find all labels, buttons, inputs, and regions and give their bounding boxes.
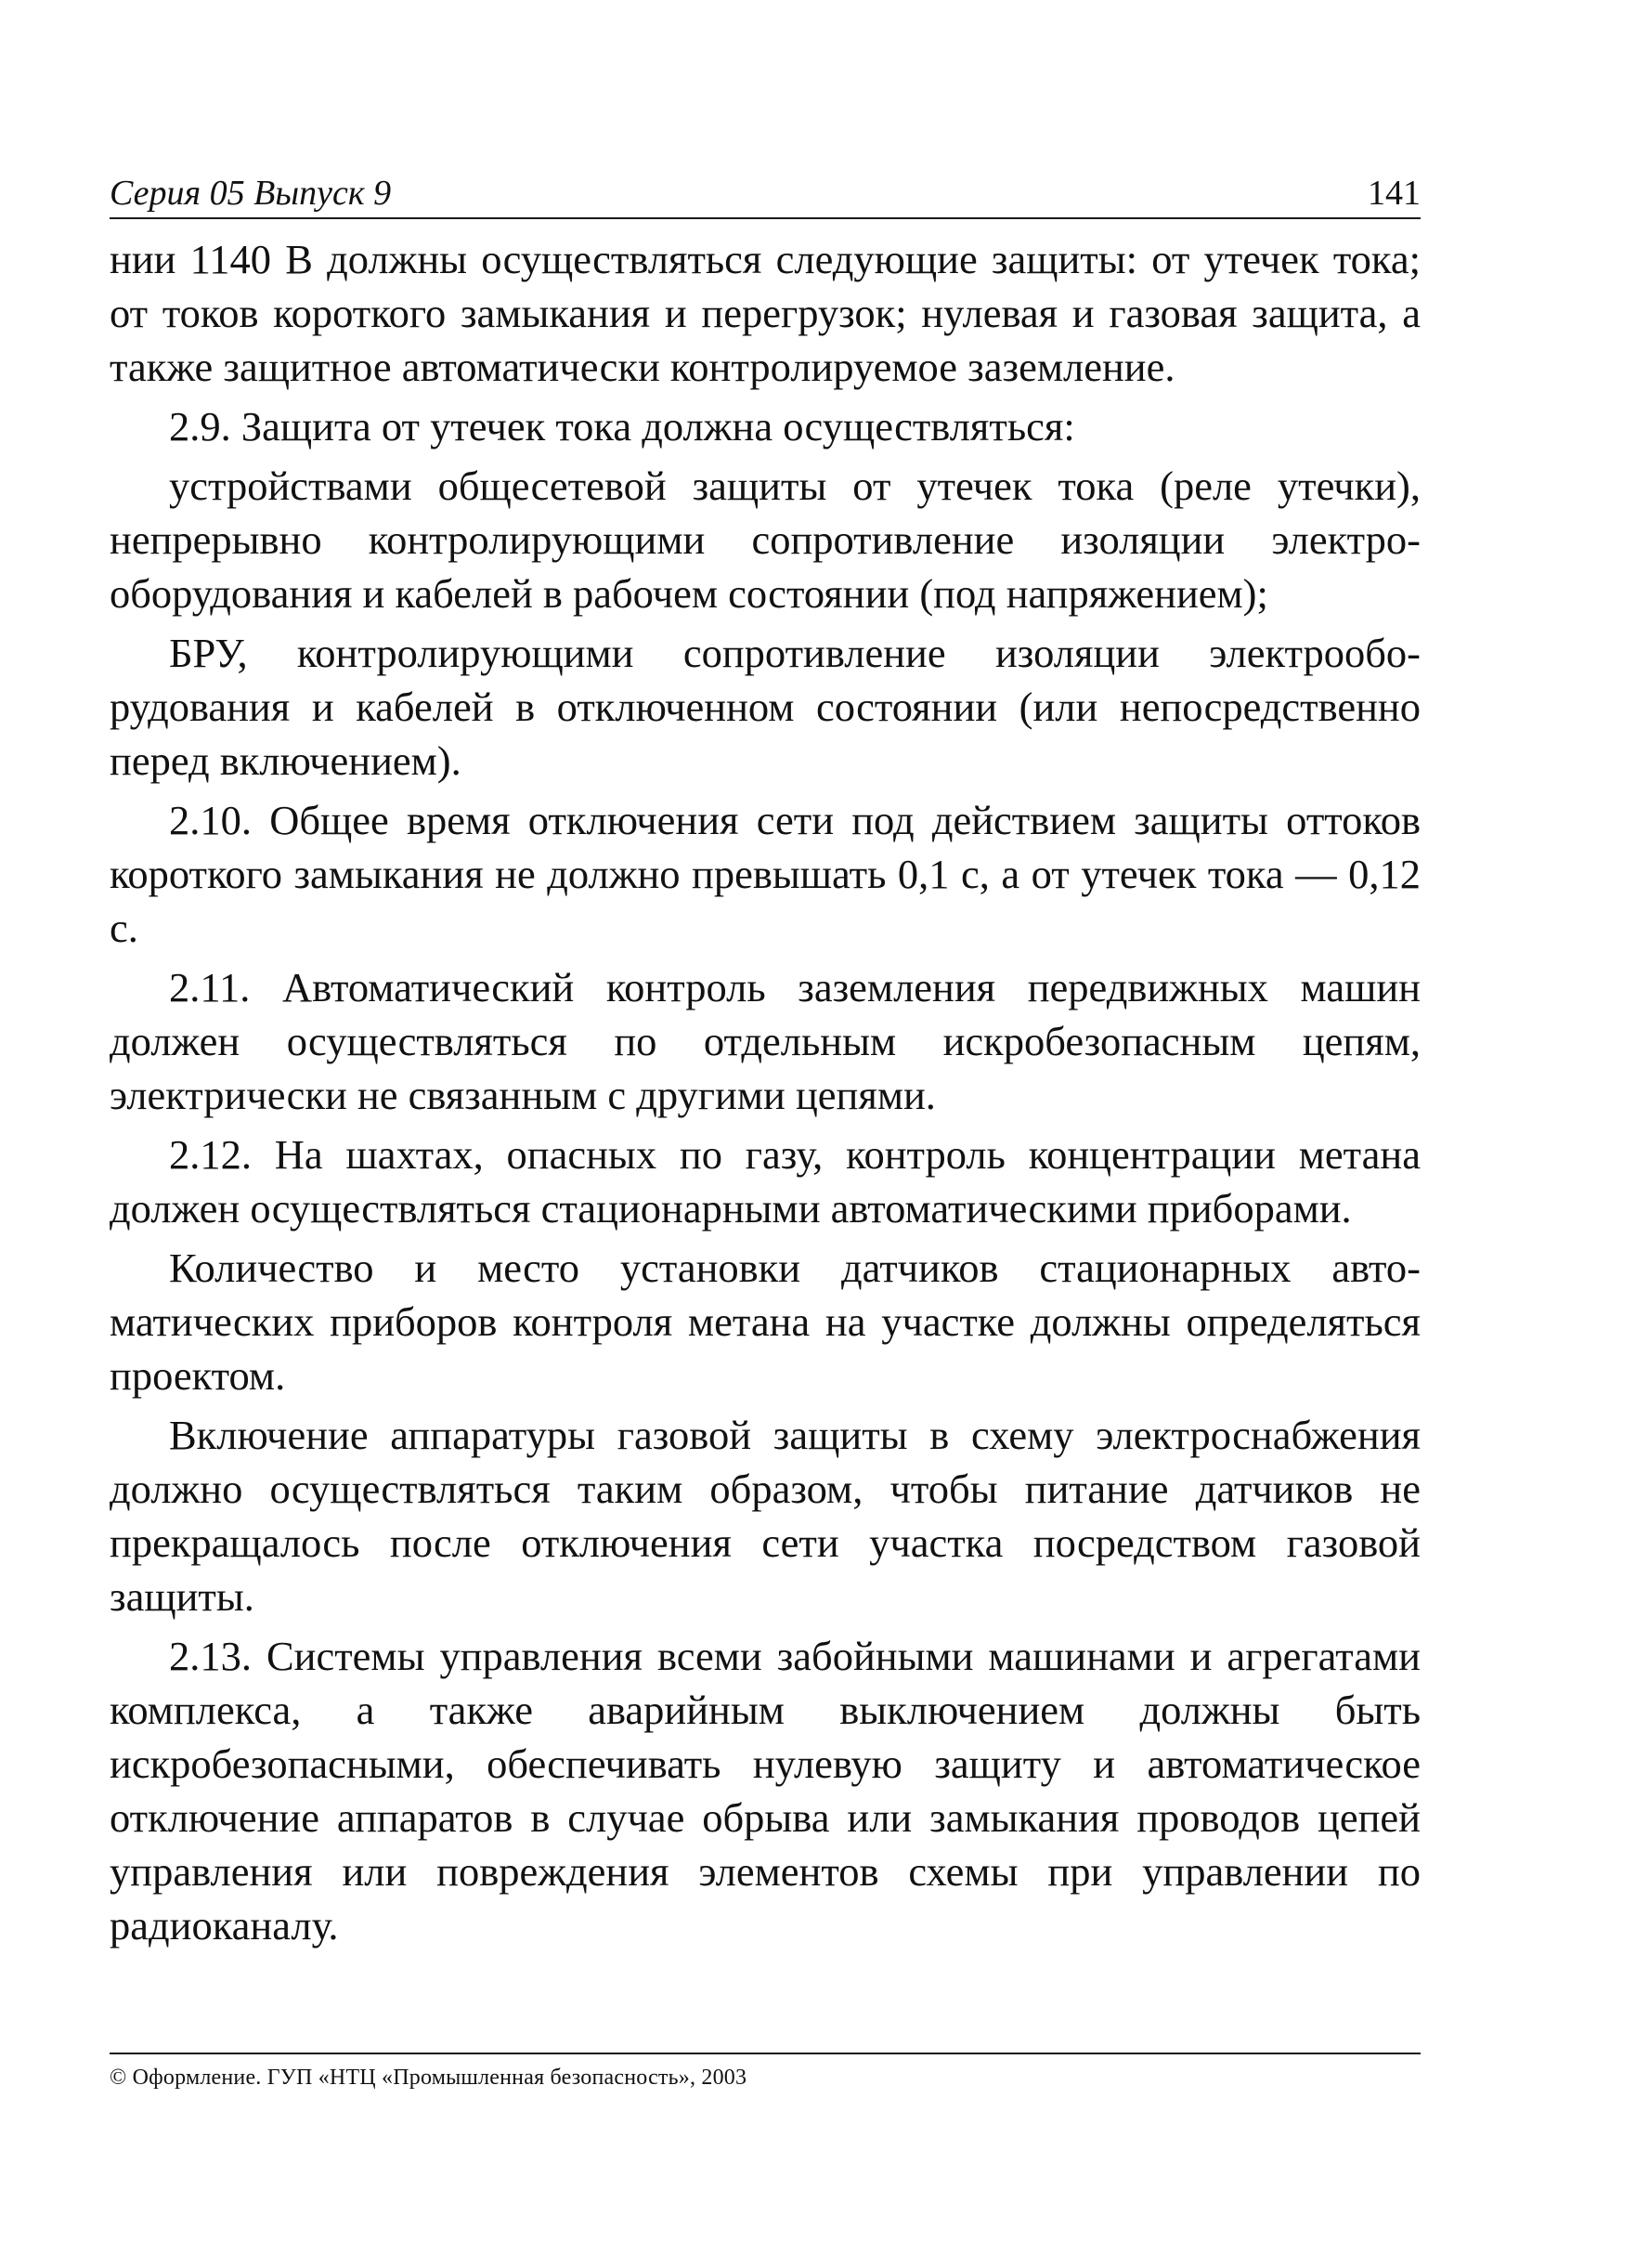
paragraph-2-12-gas-protection: Включение аппаратуры газовой защиты в схему электроснабжения должно осуществляться таким образом, чтобы питание датчиков не прекращалось после отключения сети участка посредством газовой защиты. bbox=[110, 1412, 1421, 1620]
paragraph-2-12: 2.12. На шахтах, опасных по газу, контроль концентрации метана должен осуществляться стационарными автоматическими приборами. bbox=[110, 1131, 1421, 1232]
page-number: 141 bbox=[1368, 174, 1421, 213]
paragraph-2-10: 2.10. Общее время отключения сети под действием защиты оттоков короткого замыкания не должно превышать 0,1 с, а от утечек тока — 0,12 с. bbox=[110, 797, 1421, 951]
page-footer bbox=[110, 2053, 1421, 2092]
series-title: Серия 05 Выпуск 9 bbox=[110, 174, 392, 213]
copyright-notice: © Оформление. ГУП «НТЦ «Промышленная безопасность», 2003 bbox=[110, 2066, 747, 2090]
paragraph-2-9-item-1: устройствами общесетевой защиты от утечек тока (реле утечки), непрерывно контролирующими сопротивление изоляции электрооборудования и кабелей в рабочем состоянии (под напряжением); bbox=[110, 463, 1421, 617]
footer-divider bbox=[110, 2053, 1421, 2054]
paragraph-2-12-sensors: Количество и место установки датчиков стационарных автоматических приборов контроля метана на участке должны определяться проектом. bbox=[110, 1245, 1421, 1399]
body-text bbox=[110, 232, 1421, 1958]
paragraph-2-13: 2.13. Системы управления всеми забойными машинами и агрегатами комплекса, а также аварийным выключением должны быть искробезопасными, обеспечивать нулевую защиту и автоматическое отключение аппаратов в случае обрыва или замыкания проводов цепей управления или повреждения элементов схемы при управлении по радиоканалу. bbox=[110, 1633, 1421, 1949]
paragraph-continuation: нии 1140 В должны осуществляться следующие защиты: от утечек тока; от токов короткого замыкания и перегрузок; нулевая и газовая защита, а также защитное автоматически контролируемое заземление. bbox=[110, 236, 1421, 390]
paragraph-2-9: 2.9. Защита от утечек тока должна осуществляться: bbox=[169, 403, 1075, 450]
paragraph-2-11: 2.11. Автоматический контроль заземления передвижных машин должен осуществляться по отдельным искробезопасным цепям, электрически не связанным с другими цепями. bbox=[110, 964, 1421, 1118]
running-header bbox=[110, 163, 1421, 219]
paragraph-2-9-item-2: БРУ, контролирующими сопротивление изоляции электрооборудования и кабелей в отключенном состоянии (или непосредственно перед включением). bbox=[110, 630, 1421, 784]
